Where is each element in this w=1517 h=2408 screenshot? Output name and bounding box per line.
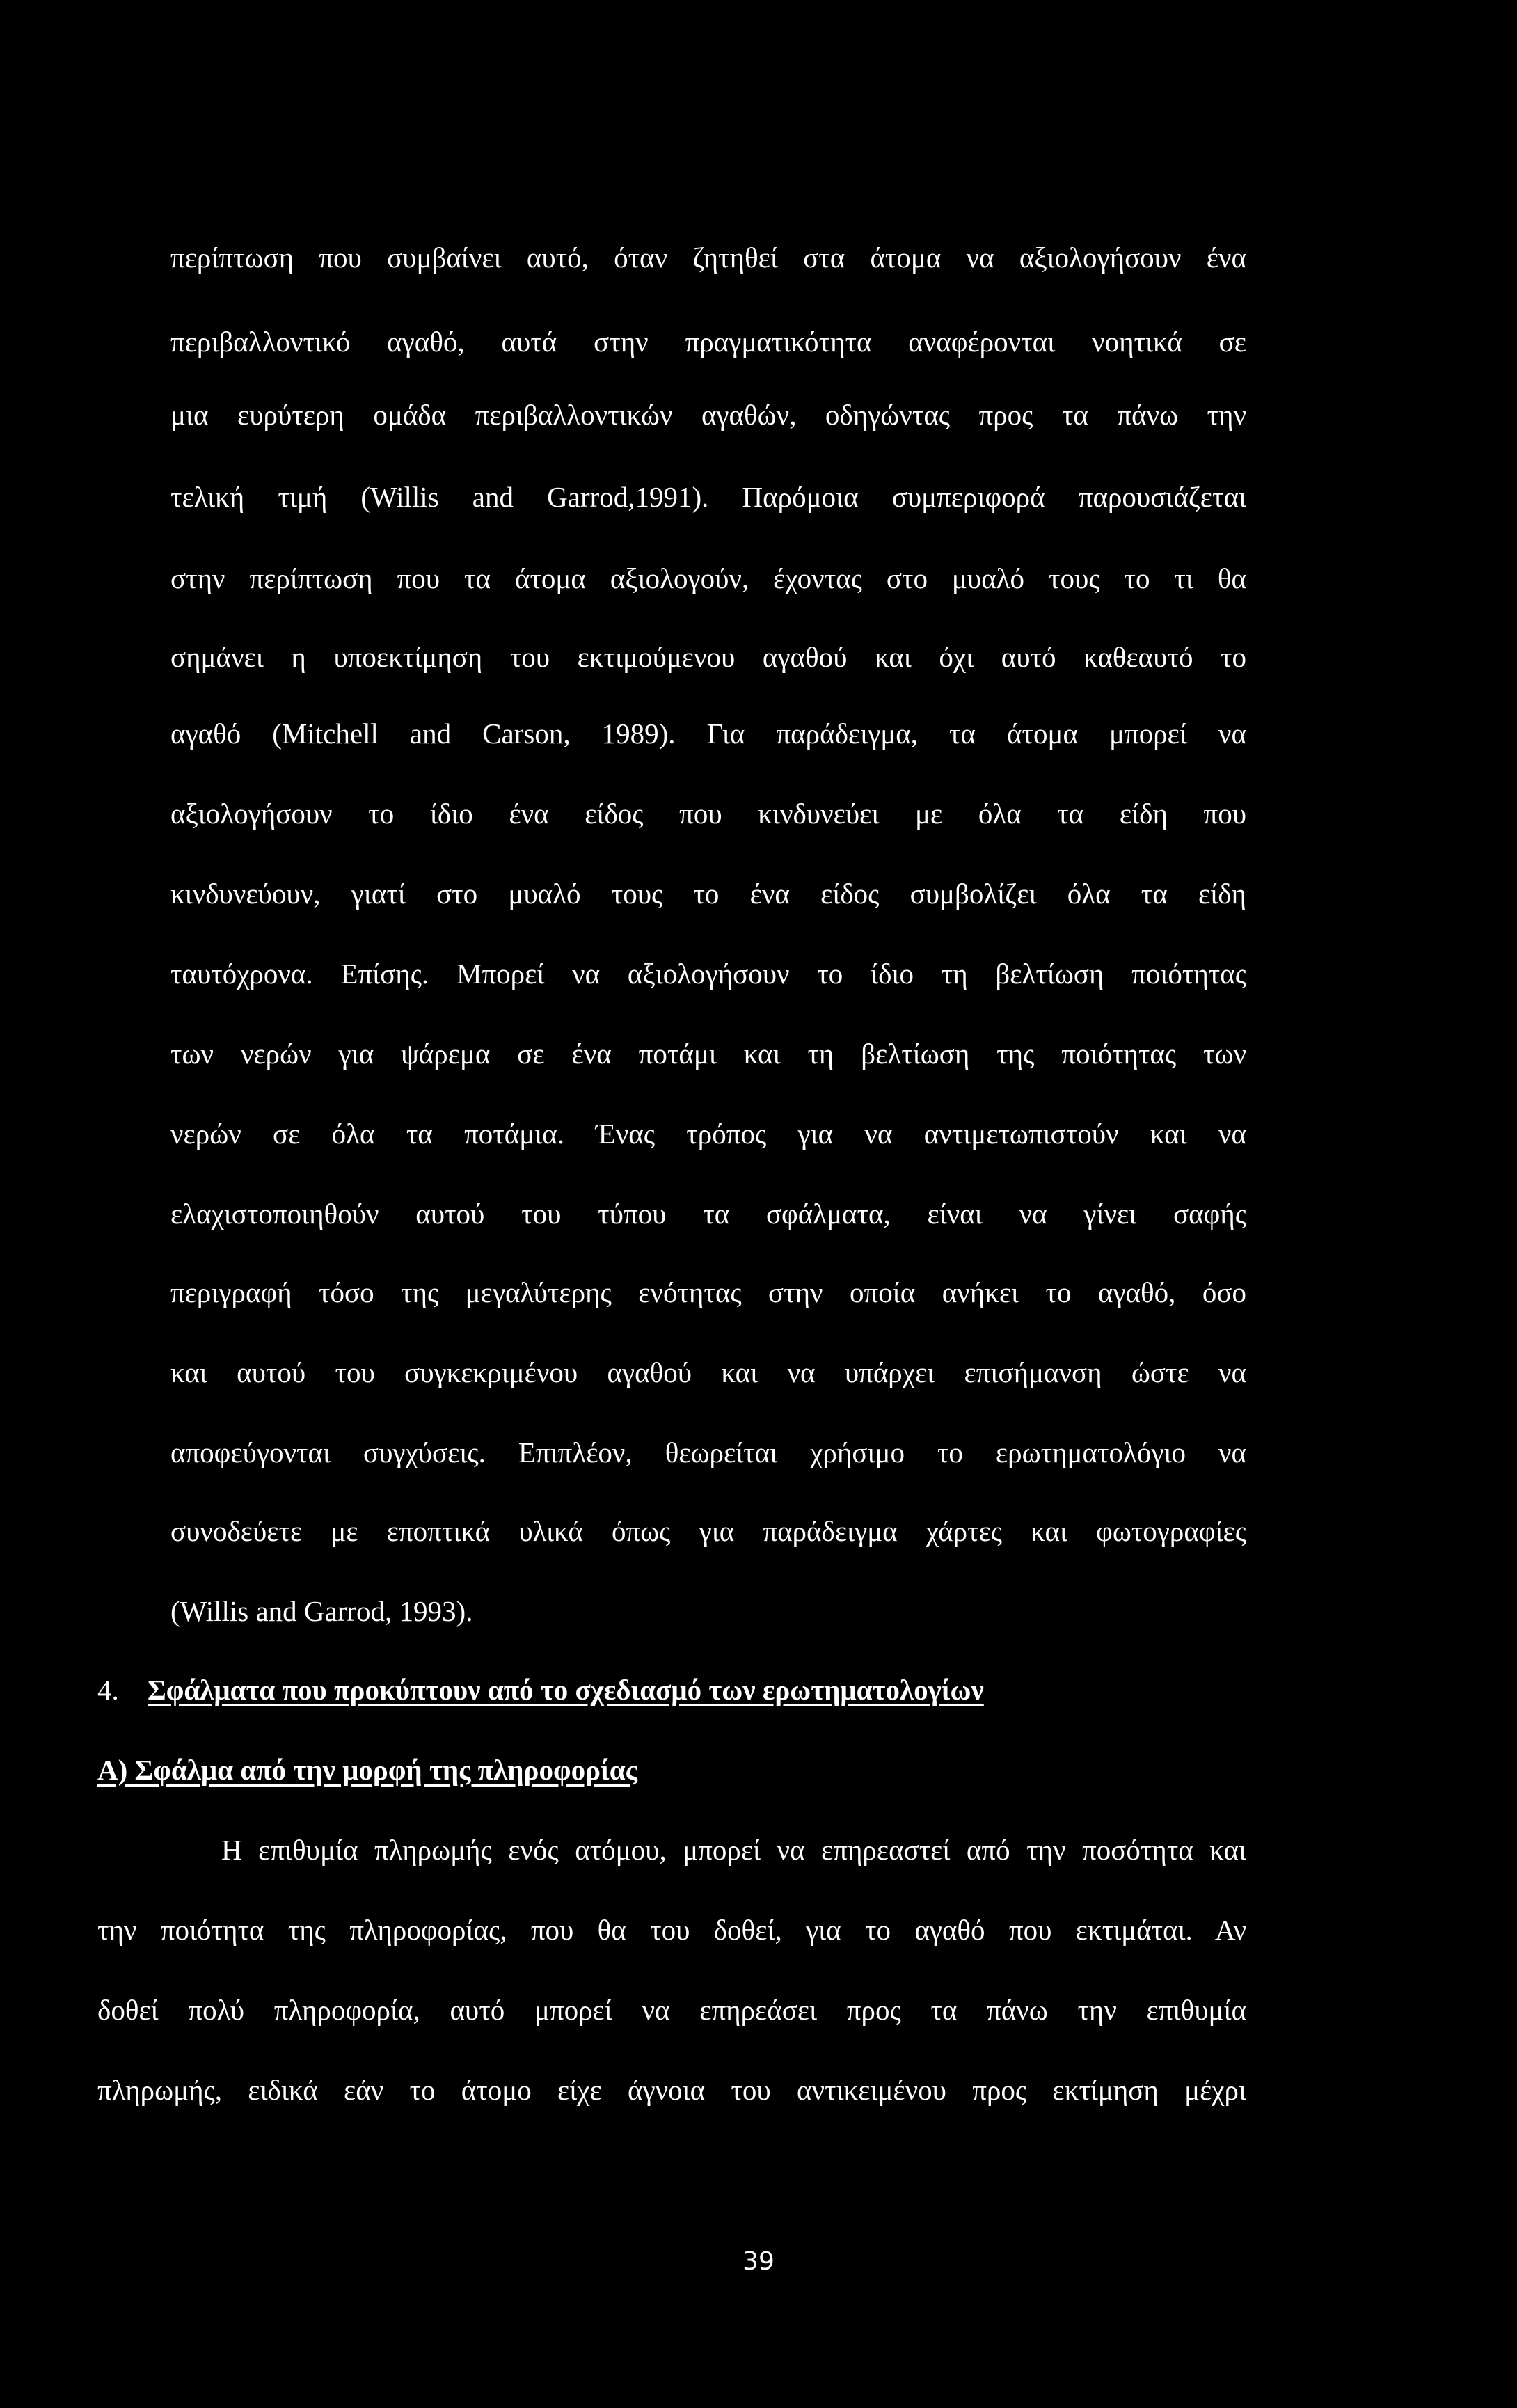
text-line: Η επιθυμία πληρωμής ενός ατόμου, μπορεί να επηρεαστεί από την ποσότητα και: [221, 1834, 1246, 1866]
text-line: περιβαλλοντικό αγαθό, αυτά στην πραγματικότητα αναφέρονται νοητικά σε: [170, 326, 1246, 358]
text-line: την ποιότητα της πληροφορίας, που θα του δοθεί, για το αγαθό που εκτιμάται. Αν: [97, 1914, 1246, 1946]
text-line: τελική τιμή (Willis and Garrod,1991). Παρόμοια συμπεριφορά παρουσιάζεται: [170, 481, 1246, 513]
text-line: συνοδεύετε με εποπτικά υλικά όπως για παράδειγμα χάρτες και φωτογραφίες: [170, 1515, 1246, 1547]
text-line: αποφεύγονται συγχύσεις. Επιπλέον, θεωρείται χρήσιμο το ερωτηματολόγιο να: [170, 1436, 1246, 1468]
text-line: δοθεί πολύ πληροφορία, αυτό μπορεί να επηρεάσει προς τα πάνω την επιθυμία: [97, 1994, 1246, 2026]
text-line: και αυτού του συγκεκριμένου αγαθού και να υπάρχει επισήμανση ώστε να: [170, 1356, 1246, 1388]
page-number: 39: [742, 2247, 775, 2276]
text-line: περίπτωση που συμβαίνει αυτό, όταν ζητηθεί στα άτομα να αξιολογήσουν ένα: [170, 241, 1246, 274]
text-line: αξιολογήσουν το ίδιο ένα είδος που κινδυνεύει με όλα τα είδη που: [170, 798, 1246, 830]
text-line: μια ευρύτερη ομάδα περιβαλλοντικών αγαθών, οδηγώντας προς τα πάνω την: [170, 399, 1246, 431]
text-line: πληρωμής, ειδικά εάν το άτομο είχε άγνοια του αντικειμένου προς εκτίμηση μέχρι: [97, 2074, 1246, 2106]
text-line: ελαχιστοποιηθούν αυτού του τύπου τα σφάλματα, είναι να γίνει σαφής: [170, 1198, 1246, 1230]
text-line: σημάνει η υποεκτίμηση του εκτιμούμενου αγαθού και όχι αυτό καθεαυτό το: [170, 641, 1246, 673]
text-line: στην περίπτωση που τα άτομα αξιολογούν, έχοντας στο μυαλό τους το τι θα: [170, 562, 1246, 594]
text-line: νερών σε όλα τα ποτάμια. Ένας τρόπος για να αντιμετωπιστούν και να: [170, 1118, 1246, 1150]
text-line: (Willis and Garrod, 1993).: [170, 1595, 473, 1627]
subsection-heading: [97, 1750, 637, 1789]
text-line: περιγραφή τόσο της μεγαλύτερης ενότητας στην οποία ανήκει το αγαθό, όσο: [170, 1276, 1246, 1308]
text-line: αγαθό (Mitchell and Carson, 1989). Για παράδειγμα, τα άτομα μπορεί να: [170, 718, 1246, 750]
subsection-title: Σφάλμα από την μορφή της πληροφορίας: [134, 1754, 637, 1786]
text-line: των νερών για ψάρεμα σε ένα ποτάμι και τη βελτίωση της ποιότητας των: [170, 1038, 1246, 1070]
text-line: κινδυνεύουν, γιατί στο μυαλό τους το ένα είδος συμβολίζει όλα τα είδη: [170, 878, 1246, 910]
text-line: ταυτόχρονα. Επίσης. Μπορεί να αξιολογήσουν το ίδιο τη βελτίωση ποιότητας: [170, 958, 1246, 990]
subsection-prefix: Α): [97, 1754, 135, 1786]
section-number: 4.: [97, 1674, 119, 1706]
section-heading: Σφάλματα που προκύπτουν από το σχεδιασμό των ερωτηματολογίων: [148, 1674, 984, 1706]
